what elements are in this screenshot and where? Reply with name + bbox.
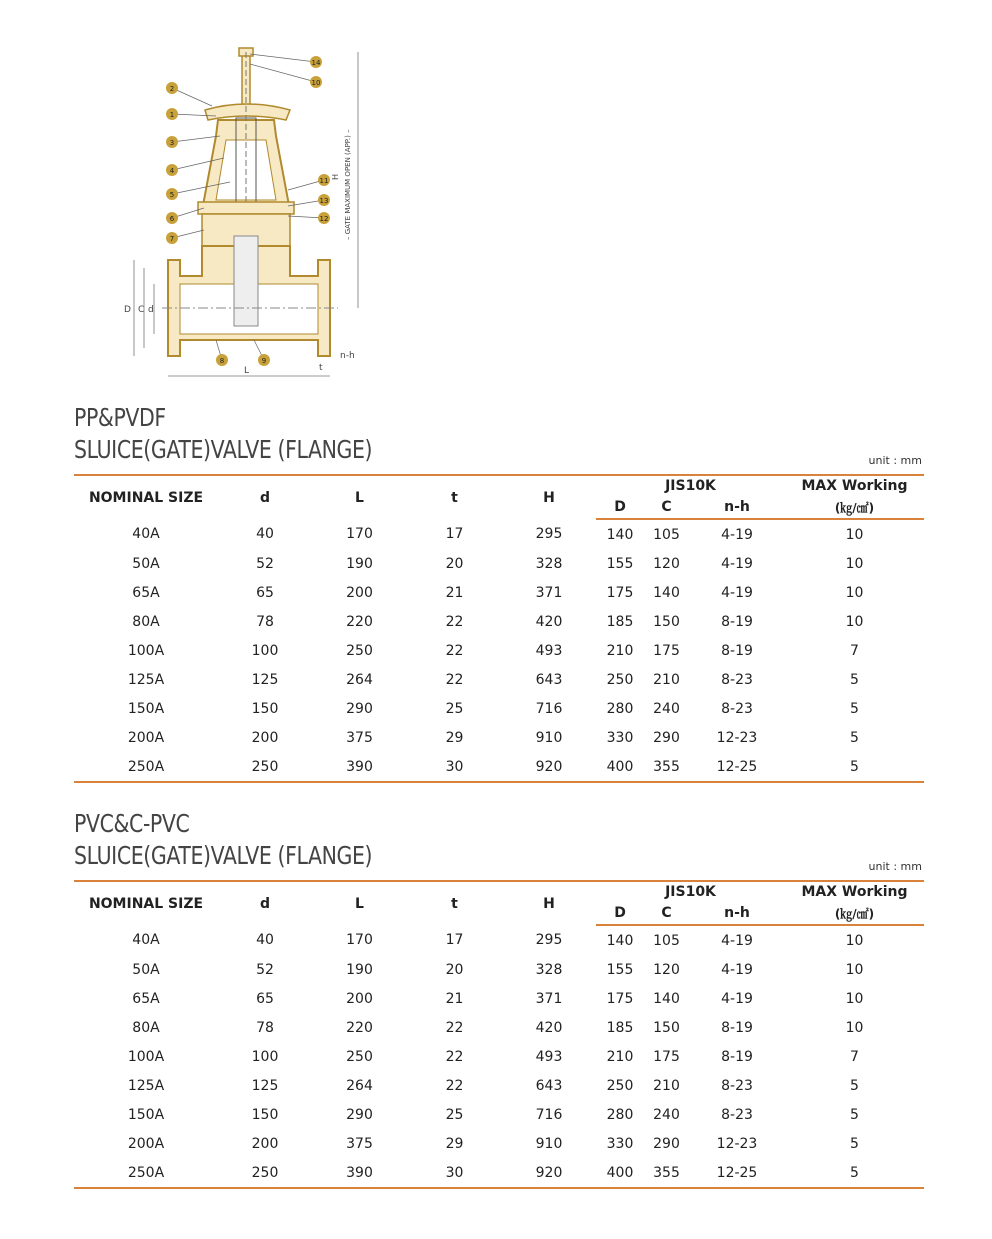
cell-L: 200: [346, 990, 373, 1007]
header-L: L: [355, 895, 364, 912]
callout-number: 2: [169, 85, 175, 93]
cell-nh: 8-23: [721, 1077, 753, 1094]
cell-H: 716: [535, 1106, 563, 1123]
cell-nh: 4-19: [721, 555, 753, 572]
cell-nominal-size: 100A: [127, 642, 165, 659]
cell-H: 716: [535, 700, 563, 717]
cell-D: 155: [606, 555, 634, 572]
section-title-material: PVC&C-PVC: [74, 809, 190, 838]
cell-t: 17: [445, 526, 464, 542]
callout-number: 14: [311, 59, 321, 67]
cell-d: 250: [218, 752, 312, 782]
cell-max-working: 5: [850, 671, 859, 688]
cell-max-working: 5: [850, 700, 859, 717]
header-max-unit: (㎏/㎠): [785, 496, 924, 519]
cell-d: 150: [251, 1106, 279, 1123]
cell-max-working: 10: [845, 613, 864, 630]
cell-L: 390: [312, 752, 407, 782]
dim-H-label: H: [331, 173, 340, 180]
cell-max-working: 5: [850, 729, 859, 746]
spec-table: [74, 880, 924, 1189]
cell-nominal-size: 80A: [132, 1019, 160, 1036]
cell-H: 910: [535, 1135, 563, 1152]
cell-H: 420: [535, 1019, 563, 1036]
cell-t: 29: [445, 1135, 464, 1152]
cell-d: 250: [218, 1158, 312, 1188]
cell-t: 25: [445, 700, 464, 717]
cell-D: 140: [606, 526, 634, 543]
cell-t: 25: [445, 1106, 464, 1123]
header-jis10k: JIS10K: [665, 478, 716, 494]
cell-H: 920: [502, 1158, 596, 1188]
cell-nh: 4-19: [721, 990, 753, 1007]
cell-L: 170: [346, 526, 373, 542]
callout-number: 10: [311, 79, 321, 87]
header-nominal-size: NOMINAL SIZE: [88, 895, 204, 912]
header-nominal-size: NOMINAL SIZE: [88, 489, 204, 506]
callout-number: 13: [319, 197, 329, 205]
table-row: [74, 984, 924, 1013]
cell-d: 200: [251, 1135, 279, 1152]
header-max-working: MAX Working: [801, 478, 908, 494]
spec-table: [74, 474, 924, 783]
callout-number: 6: [169, 215, 175, 223]
cell-C: 290: [653, 1135, 680, 1152]
cell-H: 493: [535, 642, 563, 659]
cell-nominal-size: 150A: [127, 700, 165, 717]
dim-t-label: t: [319, 363, 323, 373]
cell-L: 200: [346, 584, 373, 601]
section-title-product: SLUICE(GATE)VALVE (FLANGE): [74, 435, 373, 464]
cell-L: 220: [346, 1019, 373, 1036]
cell-nh: 12-23: [716, 729, 758, 746]
cell-nh: 8-23: [721, 671, 753, 688]
cell-C: 175: [653, 642, 680, 659]
cell-d: 65: [256, 584, 274, 601]
header-nh: n-h: [689, 902, 785, 925]
table-row: [74, 549, 924, 578]
cell-d: 40: [256, 932, 274, 948]
cell-d: 78: [256, 613, 274, 630]
cell-nominal-size: 200A: [127, 1135, 165, 1152]
table-row: [74, 752, 924, 782]
cell-L: 375: [346, 1135, 373, 1152]
cell-C: 240: [653, 700, 680, 717]
cell-D: 175: [606, 584, 634, 601]
dim-C-label: C: [138, 305, 145, 315]
cell-D: 210: [606, 1048, 634, 1065]
cell-max-working: 7: [850, 1048, 859, 1065]
cell-nominal-size: 200A: [127, 729, 165, 746]
cell-C: 150: [653, 1019, 680, 1036]
cell-max-working: 5: [785, 752, 924, 782]
valve-drawing: [100, 40, 400, 390]
callout-leader: [250, 64, 316, 82]
section-pp-pvdf: [74, 402, 924, 783]
cell-max-working: 10: [845, 1019, 864, 1036]
cell-d: 125: [251, 1077, 279, 1094]
cell-L: 264: [346, 1077, 373, 1094]
table-row: [74, 665, 924, 694]
cell-nh: 4-19: [721, 961, 753, 978]
cell-H: 493: [535, 1048, 563, 1065]
cell-D: 185: [606, 613, 634, 630]
section-pvc-cpvc: [74, 808, 924, 1189]
header-max-unit: (㎏/㎠): [785, 902, 924, 925]
callout-number: 1: [169, 111, 175, 119]
cell-d: 100: [251, 1048, 279, 1065]
cell-H: 420: [535, 613, 563, 630]
cell-L: 250: [346, 642, 373, 659]
cell-C: 355: [644, 752, 689, 782]
cell-max-working: 10: [845, 932, 864, 949]
cell-C: 140: [653, 584, 680, 601]
table-row: [74, 607, 924, 636]
dim-H-desc: – GATE MAXIMUM OPEN (APP.) –: [344, 129, 352, 240]
cell-D: 280: [606, 1106, 634, 1123]
header-d: d: [259, 895, 271, 912]
cell-nh: 4-19: [721, 932, 753, 949]
cell-H: 328: [535, 555, 563, 572]
cell-max-working: 7: [850, 642, 859, 659]
cell-L: 290: [346, 700, 373, 717]
cell-d: 40: [256, 526, 274, 542]
cell-D: 280: [606, 700, 634, 717]
cell-H: 328: [535, 961, 563, 978]
cell-L: 170: [346, 932, 373, 948]
table-row: [74, 1100, 924, 1129]
cell-t: 30: [407, 1158, 502, 1188]
cell-nominal-size: 40A: [132, 932, 160, 948]
cell-t: 17: [445, 932, 464, 948]
cell-d: 200: [251, 729, 279, 746]
cell-t: 21: [445, 584, 464, 601]
cell-L: 250: [346, 1048, 373, 1065]
header-max-working: MAX Working: [801, 884, 908, 900]
table-row: [74, 1013, 924, 1042]
spec-table-body: [74, 925, 924, 1188]
cell-d: 52: [256, 555, 274, 572]
table-row: [74, 925, 924, 955]
callout-number: 12: [319, 215, 329, 223]
header-C: C: [644, 902, 689, 925]
cell-t: 22: [445, 671, 464, 688]
cell-nominal-size: 65A: [132, 584, 160, 601]
cell-nh: 4-19: [721, 584, 753, 601]
cell-nh: 8-19: [721, 613, 753, 630]
cell-d: 150: [251, 700, 279, 717]
header-t: t: [451, 489, 458, 506]
cell-D: 155: [606, 961, 634, 978]
header-H: H: [543, 895, 555, 912]
cell-max-working: 10: [845, 555, 864, 572]
cell-H: 910: [535, 729, 563, 746]
dim-L-label: L: [244, 366, 250, 376]
cell-C: 240: [653, 1106, 680, 1123]
cell-nominal-size: 100A: [127, 1048, 165, 1065]
cell-d: 52: [256, 961, 274, 978]
cell-C: 290: [653, 729, 680, 746]
cell-t: 22: [445, 1077, 464, 1094]
callout-number: 8: [219, 357, 225, 365]
cell-t: 30: [407, 752, 502, 782]
cell-D: 250: [606, 671, 634, 688]
unit-label: unit : mm: [868, 860, 922, 873]
cell-max-working: 5: [785, 1158, 924, 1188]
cell-L: 375: [346, 729, 373, 746]
cell-H: 643: [535, 1077, 563, 1094]
cell-C: 120: [653, 555, 680, 572]
cell-C: 140: [653, 990, 680, 1007]
table-row: [74, 578, 924, 607]
table-row: [74, 723, 924, 752]
cell-D: 400: [596, 1158, 644, 1188]
callout-number: 5: [169, 191, 175, 199]
cell-max-working: 10: [845, 961, 864, 978]
cell-D: 185: [606, 1019, 634, 1036]
callout-number: 7: [169, 235, 175, 243]
cell-C: 105: [653, 526, 680, 543]
table-row: [74, 694, 924, 723]
cell-nominal-size: 125A: [127, 1077, 165, 1094]
table-row: [74, 636, 924, 665]
header-C: C: [644, 496, 689, 519]
cell-C: 210: [653, 671, 680, 688]
cell-C: 105: [653, 932, 680, 949]
table-row: [74, 1129, 924, 1158]
cell-t: 20: [445, 961, 464, 978]
cell-max-working: 5: [850, 1106, 859, 1123]
cell-t: 22: [445, 642, 464, 659]
cell-t: 22: [445, 613, 464, 630]
table-row: [74, 1158, 924, 1188]
cell-C: 120: [653, 961, 680, 978]
cell-D: 140: [606, 932, 634, 949]
callout-number: 4: [169, 167, 175, 175]
cell-L: 264: [346, 671, 373, 688]
cell-nominal-size: 250A: [74, 752, 218, 782]
cell-D: 250: [606, 1077, 634, 1094]
cell-C: 210: [653, 1077, 680, 1094]
cell-t: 22: [445, 1019, 464, 1036]
cell-H: 295: [535, 526, 563, 542]
callout-number: 3: [169, 139, 175, 147]
callout-leader: [172, 136, 220, 142]
valve-diagram: [100, 40, 400, 390]
dim-d-label: d: [148, 305, 154, 315]
cell-t: 22: [445, 1048, 464, 1065]
cell-nominal-size: 250A: [74, 1158, 218, 1188]
cell-H: 371: [535, 990, 563, 1007]
cell-L: 390: [312, 1158, 407, 1188]
cell-D: 330: [606, 729, 634, 746]
cell-H: 643: [535, 671, 563, 688]
cell-D: 210: [606, 642, 634, 659]
cell-D: 330: [606, 1135, 634, 1152]
cell-d: 125: [251, 671, 279, 688]
cell-max-working: 10: [845, 526, 864, 543]
cell-H: 295: [535, 932, 563, 948]
cell-max-working: 10: [845, 990, 864, 1007]
cell-nh: 8-19: [721, 1019, 753, 1036]
callout-number: 11: [319, 177, 329, 185]
header-jis10k: JIS10K: [665, 884, 716, 900]
cell-d: 65: [256, 990, 274, 1007]
dim-D-label: D: [124, 305, 131, 315]
cell-L: 290: [346, 1106, 373, 1123]
cell-d: 100: [251, 642, 279, 659]
cell-max-working: 5: [850, 1077, 859, 1094]
table-row: [74, 1071, 924, 1100]
cell-t: 20: [445, 555, 464, 572]
cell-nominal-size: 50A: [132, 961, 160, 978]
cell-d: 78: [256, 1019, 274, 1036]
cell-nh: 8-19: [721, 642, 753, 659]
cell-C: 355: [644, 1158, 689, 1188]
cell-nominal-size: 80A: [132, 613, 160, 630]
cell-nh: 4-19: [721, 526, 753, 543]
cell-H: 920: [502, 752, 596, 782]
cell-nh: 12-23: [716, 1135, 758, 1152]
cell-L: 190: [346, 555, 373, 572]
header-D: D: [596, 496, 644, 519]
cell-max-working: 5: [850, 1135, 859, 1152]
table-row: [74, 519, 924, 549]
cell-max-working: 10: [845, 584, 864, 601]
cell-C: 150: [653, 613, 680, 630]
cell-nh: 8-23: [721, 700, 753, 717]
cell-nominal-size: 150A: [127, 1106, 165, 1123]
cell-nominal-size: 50A: [132, 555, 160, 572]
cell-nh: 12-25: [689, 1158, 785, 1188]
cell-L: 190: [346, 961, 373, 978]
header-d: d: [259, 489, 271, 506]
callout-number: 9: [261, 357, 267, 365]
header-D: D: [596, 902, 644, 925]
cell-H: 371: [535, 584, 563, 601]
cell-D: 400: [596, 752, 644, 782]
cell-nh: 8-19: [721, 1048, 753, 1065]
cell-nominal-size: 40A: [132, 526, 160, 542]
unit-label: unit : mm: [868, 454, 922, 467]
header-H: H: [543, 489, 555, 506]
dim-nh-label: n-h: [340, 351, 355, 361]
callout-leader: [172, 88, 212, 106]
cell-t: 29: [445, 729, 464, 746]
header-L: L: [355, 489, 364, 506]
cell-D: 175: [606, 990, 634, 1007]
section-title-product: SLUICE(GATE)VALVE (FLANGE): [74, 841, 373, 870]
cell-nh: 12-25: [689, 752, 785, 782]
cell-L: 220: [346, 613, 373, 630]
cell-t: 21: [445, 990, 464, 1007]
cell-C: 175: [653, 1048, 680, 1065]
cell-nh: 8-23: [721, 1106, 753, 1123]
cell-nominal-size: 125A: [127, 671, 165, 688]
spec-table-body: [74, 519, 924, 782]
cell-nominal-size: 65A: [132, 990, 160, 1007]
header-nh: n-h: [689, 496, 785, 519]
callout-leader: [250, 54, 316, 62]
section-title-material: PP&PVDF: [74, 403, 166, 432]
header-t: t: [451, 895, 458, 912]
table-row: [74, 1042, 924, 1071]
table-row: [74, 955, 924, 984]
